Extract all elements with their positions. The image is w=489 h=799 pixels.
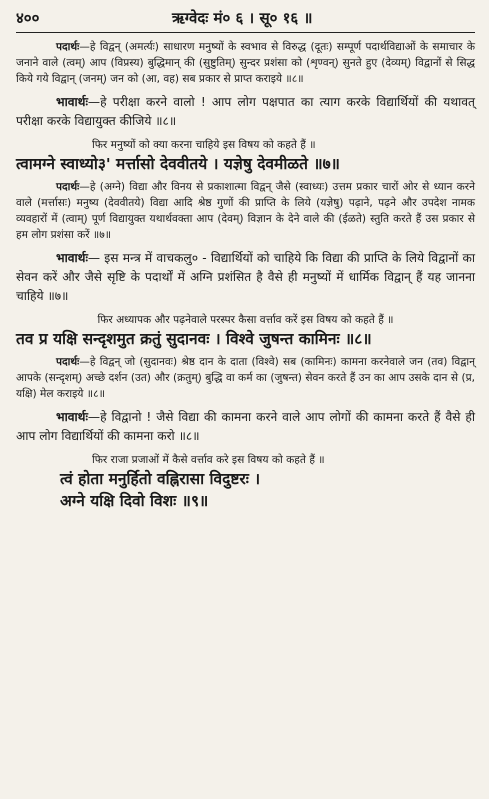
header-rule: [16, 32, 475, 33]
padartha-label: पदार्थः: [56, 181, 80, 193]
mantra-9-line-1: त्वं होता मनुर्हितो वह्निरासा विदुष्टरः ।: [60, 470, 261, 488]
page-number: ४००: [16, 9, 40, 27]
page-header: [16, 8, 475, 30]
mantra-8: तव प्र यक्षि सन्दृशमुत क्रतुं सुदानवः । विश्वे जुषन्त कामिनः ॥८॥: [16, 330, 372, 348]
padartha-paragraph-6: [16, 39, 475, 87]
padartha-text: —हे विद्वन् (अमर्त्यः) साधारण मनुष्यों के स्वभाव से विरुद्ध (दूतः) सम्पूर्ण पदार्थविद्याओं के समाचार के जनाने वाले (त्वम्) आप (विप्रस्य) बुद्धिमान् की (सुष्टुतिम्) सुन्दर प्रशंसा को (शृण्वन्) सुनते हुए (देव्यम्) विद्वानों से सिद्ध किये गये विद्वान् (जनम्) जन को (आ, वह) सब प्रकार से प्राप्त कराइये ॥८॥: [16, 41, 475, 85]
bhavartha-label: भावार्थः: [56, 95, 88, 109]
bhavartha-text: — इस मन्त्र में वाचकलु० - विद्यार्थियों को चाहिये कि विद्या की प्राप्ति के लिये विद्वानों का सेवन करें और जैसे सृष्टि के पदार्थों में अग्नि प्रशंसित है वैसे ही मनुष्यों में धार्मिक विद्वान् हैं यह जानना चाहिये ॥७॥: [16, 251, 475, 303]
mantra-9-line-2: अग्ने यक्षि दिवो विशः ॥९॥: [60, 492, 209, 510]
running-title: ऋग्वेदः मं० ६ । सू० १६ ॥: [171, 9, 313, 27]
padartha-text: —हे विद्वन् जो (सुदानवः) श्रेष्ठ दान के दाता (विश्वे) सब (कामिनः) कामना करनेवाले जन (तव) विद्वान् आपके (सन्दृशम्) अच्छे दर्शन (उत) और (क्रतुम्) बुद्धि वा कर्म का (जुषन्त) सेवन करते हैं उन का आप उसके दान से (प्र, यक्षि) मेल कराइये ॥८॥: [16, 356, 475, 400]
padartha-label: पदार्थः: [56, 41, 80, 53]
bhavartha-label: भावार्थः: [56, 251, 88, 265]
padartha-label: पदार्थः: [56, 356, 80, 368]
bhavartha-paragraph-6: [16, 93, 475, 131]
bhavartha-paragraph-7: [16, 249, 475, 306]
padartha-text: —हे (अग्ने) विद्या और विनय से प्रकाशात्मा विद्वन् जैसे (स्वाध्यः) उत्तम प्रकार चारों ओर से ध्यान करने वाले (मर्त्तासः) मनुष्य (देववीतये) विद्या आदि श्रेष्ठ गुणों की प्राप्ति के लिये (यज्ञेषु) पढ़ाने, पढ़ने और उपदेश नामक व्यवहारों में (त्वाम्) पूर्ण विद्यायुक्त यथार्थवक्ता आप (देवम्) विज्ञान के देने वाले की (ईळते) स्तुति करते हैं उस प्रकार से हम लोग प्रशंसा करें ॥७॥: [16, 181, 475, 241]
padartha-paragraph-7: [16, 179, 475, 243]
bhavartha-text: —हे विद्वानो ! जैसे विद्या की कामना करने वाले आप लोगों की कामना करते हैं वैसे ही आप लोग विद्यार्थियों की कामना करो ॥८॥: [16, 410, 475, 443]
lead-line-7: फिर मनुष्यों को क्या करना चाहिये इस विषय को कहते हैं ॥: [92, 139, 316, 151]
bhavartha-paragraph-8: [16, 408, 475, 446]
lead-line-9: फिर राजा प्रजाओं में कैसे वर्त्ताव करे इस विषय को कहते हैं ॥: [92, 454, 325, 466]
mantra-7: त्वामग्ने स्वाध्यो३' मर्त्तासो देववीतये । यज्ञेषु देवमीळते ॥७॥: [16, 155, 340, 173]
padartha-paragraph-8: [16, 354, 475, 402]
lead-line-8: फिर अध्यापक और पढ़नेवाले परस्पर कैसा वर्त्ताव करें इस विषय को कहते हैं ॥: [97, 314, 394, 326]
bhavartha-text: —हे परीक्षा करने वालो ! आप लोग पक्षपात का त्याग करके विद्यार्थियों की यथावत् परीक्षा करके विद्यायुक्त कीजिये ॥८॥: [16, 95, 475, 128]
bhavartha-label: भावार्थः: [56, 410, 88, 424]
